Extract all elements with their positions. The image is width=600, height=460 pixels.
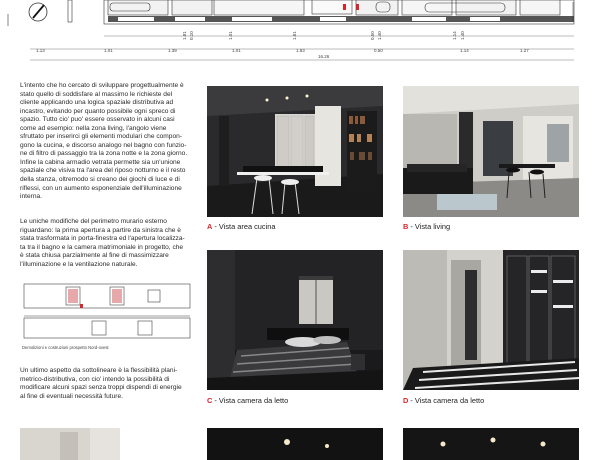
dimension-label: 1.81 <box>182 31 187 40</box>
dimension-label: 1.40 <box>460 31 465 40</box>
text-line: come ad esempio: nella zona living, l'angolo viene <box>20 124 167 132</box>
intro-paragraph <box>20 82 192 202</box>
dimension-label: 1.13 <box>36 48 45 53</box>
dimension-label: 1.27 <box>520 48 529 53</box>
text-line: della stanza, oltremodo si creano dei giochi di luce e di <box>20 176 180 184</box>
floor-plan-strip <box>0 0 600 70</box>
text-line: riguardano: la prima apertura a partire da sinistra che è <box>20 226 181 234</box>
plan-dimensions-row1 <box>182 31 465 40</box>
dimension-label: 1.83 <box>296 48 305 53</box>
render-bedroom-view-1 <box>207 250 383 390</box>
dimension-label: 1.81 <box>292 31 297 40</box>
caption-letter: D <box>403 396 409 405</box>
caption-kitchen-view: A - Vista area cucina <box>207 222 276 231</box>
text-line: interna. <box>20 193 42 201</box>
dimension-label: 0.10 <box>189 31 194 40</box>
text-line: l'illuminazione e la ventilazione naturale. <box>20 260 138 268</box>
dimension-label: 1.01 <box>232 48 241 53</box>
render-bottom-middle <box>207 428 383 460</box>
caption-bedroom-view-1: C - Vista camera da letto <box>207 396 289 405</box>
dimension-label: 1.01 <box>228 31 233 40</box>
caption-bedroom-view-2: D - Vista camera da letto <box>403 396 485 405</box>
render-bedroom-view-2 <box>403 250 579 390</box>
render-kitchen-view <box>207 86 383 217</box>
text-line: spazio. Tutto cio' puo' essere osservato in alcuni casi <box>20 116 175 124</box>
text-line: sfruttato per inserirci gli elementi modulari che compon- <box>20 133 182 141</box>
dimension-label: 0.50 <box>374 48 383 53</box>
elevation-caption: Demolizioni e costruzioni prospetto Nord-ovest <box>22 345 109 350</box>
text-line: è stata chiusa parzialmente al fine di massimizzare <box>20 252 169 260</box>
dimension-label: 1.39 <box>168 48 177 53</box>
text-line: gono la cucina, e discorso analogo nel bagno con funzio- <box>20 141 187 149</box>
text-line: spaziale che visiva tra l'area del riposo notturno e il resto <box>20 167 186 175</box>
text-line: metrico-distributiva, con cio' intendo la possibilità di <box>20 375 170 383</box>
perimeter-paragraph <box>20 218 192 269</box>
text-line: stata trasformata in porta-finestra ed l'apertura localizza- <box>20 235 185 243</box>
elevation-drawing <box>22 282 194 352</box>
caption-living-view: B - Vista living <box>403 222 451 231</box>
text-line: L'intento che ho cercato di sviluppare progettualmente è <box>20 82 184 89</box>
dimension-label: 1.01 <box>104 48 113 53</box>
text-line: ne di filtro di passaggio tra la zona notte e la zona giorno. <box>20 150 188 158</box>
text-line: riflessi, con un aumento esponenziale dell'illuminazione <box>20 184 182 192</box>
text-line: al fine di eventuali necessità future. <box>20 392 123 400</box>
text-line: ta tra il bagno e la camera matrimoniale in progetto, che <box>20 243 184 251</box>
render-living-view <box>403 86 579 217</box>
dimension-label: 1.14 <box>452 31 457 40</box>
dimension-label: 0.50 <box>370 31 375 40</box>
dimension-label: 1.40 <box>377 31 382 40</box>
caption-letter: A <box>207 222 213 231</box>
north-arrow-icon <box>29 3 47 21</box>
text-line: modificare alcuni spazi senza troppi dispendi di energie <box>20 384 182 392</box>
render-bottom-right <box>403 428 579 460</box>
text-line: stato quello di soddisfare al massimo le richieste del <box>20 90 173 98</box>
text-line: Un ultimo aspetto da sottolineare è la flessibilità plani- <box>20 367 178 374</box>
dimension-label: 1.14 <box>460 48 469 53</box>
plan-dimensions-row2 <box>36 48 529 53</box>
text-line: incastro, evitando per quanto possibile ogni spreco di <box>20 107 176 115</box>
caption-letter: C <box>207 396 213 405</box>
plan-total-dimension: 16.26 <box>318 54 330 59</box>
text-line: cliente applicando una logica spaziale distributiva ad <box>20 99 174 107</box>
render-bottom-left <box>20 428 120 460</box>
text-line: Le uniche modifiche del perimetro murario esterno <box>20 218 167 225</box>
text-line: Infine la cabina armadio vetrata permette sia un'unione <box>20 158 181 166</box>
flexibility-paragraph <box>20 367 192 401</box>
caption-letter: B <box>403 222 409 231</box>
